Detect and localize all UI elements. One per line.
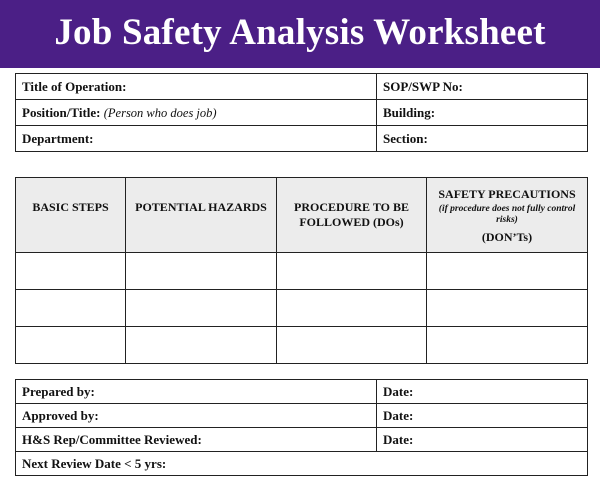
sop-swp-label: SOP/SWP No: bbox=[383, 78, 463, 94]
approved-by-field[interactable] bbox=[16, 404, 377, 428]
basic-step-cell[interactable] bbox=[16, 290, 126, 327]
procedure-cell[interactable] bbox=[277, 290, 427, 327]
title-of-operation-label: Title of Operation: bbox=[22, 78, 127, 94]
safety-precaution-cell[interactable] bbox=[427, 290, 588, 327]
building-field[interactable] bbox=[377, 100, 588, 126]
operation-info-table bbox=[15, 73, 588, 152]
table-row bbox=[16, 100, 588, 126]
table-row bbox=[16, 126, 588, 152]
procedure-header: PROCEDURE TO BE FOLLOWED (DOs) bbox=[277, 178, 427, 253]
next-review-label: Next Review Date < 5 yrs: bbox=[22, 455, 167, 471]
table-row bbox=[16, 380, 588, 404]
position-title-field[interactable] bbox=[16, 100, 377, 126]
table-row bbox=[16, 290, 588, 327]
date-label: Date: bbox=[383, 407, 414, 423]
hs-rep-date-field[interactable] bbox=[377, 428, 588, 452]
basic-step-cell[interactable] bbox=[16, 327, 126, 364]
next-review-field[interactable] bbox=[16, 452, 588, 476]
safety-precautions-note: (if procedure does not fully control risks) bbox=[438, 204, 576, 226]
potential-hazard-cell[interactable] bbox=[126, 290, 277, 327]
procedure-cell[interactable] bbox=[277, 253, 427, 290]
approved-date-field[interactable] bbox=[377, 404, 588, 428]
sop-swp-field[interactable] bbox=[377, 74, 588, 100]
safety-precaution-cell[interactable] bbox=[427, 327, 588, 364]
date-label: Date: bbox=[383, 431, 414, 447]
building-label: Building: bbox=[383, 104, 436, 120]
position-title-hint: (Person who does job) bbox=[103, 105, 217, 120]
approved-by-label: Approved by: bbox=[22, 407, 99, 423]
safety-precautions-title: SAFETY PRECAUTIONS bbox=[438, 187, 576, 201]
title-banner bbox=[0, 0, 600, 68]
table-header-row bbox=[16, 178, 588, 253]
safety-precautions-header bbox=[427, 178, 588, 253]
section-field[interactable] bbox=[377, 126, 588, 152]
signoff-table bbox=[15, 379, 588, 476]
table-row bbox=[16, 253, 588, 290]
table-row bbox=[16, 452, 588, 476]
table-row bbox=[16, 327, 588, 364]
hs-rep-label: H&S Rep/Committee Reviewed: bbox=[22, 431, 202, 447]
date-label: Date: bbox=[383, 383, 414, 399]
potential-hazard-cell[interactable] bbox=[126, 253, 277, 290]
hs-rep-field[interactable] bbox=[16, 428, 377, 452]
donts-label: (DON’Ts) bbox=[481, 229, 533, 244]
department-field[interactable] bbox=[16, 126, 377, 152]
potential-hazard-cell[interactable] bbox=[126, 327, 277, 364]
procedure-cell[interactable] bbox=[277, 327, 427, 364]
safety-precaution-cell[interactable] bbox=[427, 253, 588, 290]
table-row bbox=[16, 74, 588, 100]
job-steps-table bbox=[15, 177, 588, 364]
prepared-by-field[interactable] bbox=[16, 380, 377, 404]
basic-step-cell[interactable] bbox=[16, 253, 126, 290]
table-row bbox=[16, 428, 588, 452]
department-label: Department: bbox=[22, 130, 94, 146]
page-title: Job Safety Analysis Worksheet bbox=[54, 11, 546, 53]
position-title-label: Position/Title: bbox=[22, 104, 101, 120]
potential-hazards-header: POTENTIAL HAZARDS bbox=[126, 178, 277, 253]
basic-steps-header: BASIC STEPS bbox=[16, 178, 126, 253]
title-of-operation-field[interactable] bbox=[16, 74, 377, 100]
prepared-by-label: Prepared by: bbox=[22, 383, 95, 399]
table-row bbox=[16, 404, 588, 428]
section-label: Section: bbox=[383, 130, 428, 146]
prepared-date-field[interactable] bbox=[377, 380, 588, 404]
